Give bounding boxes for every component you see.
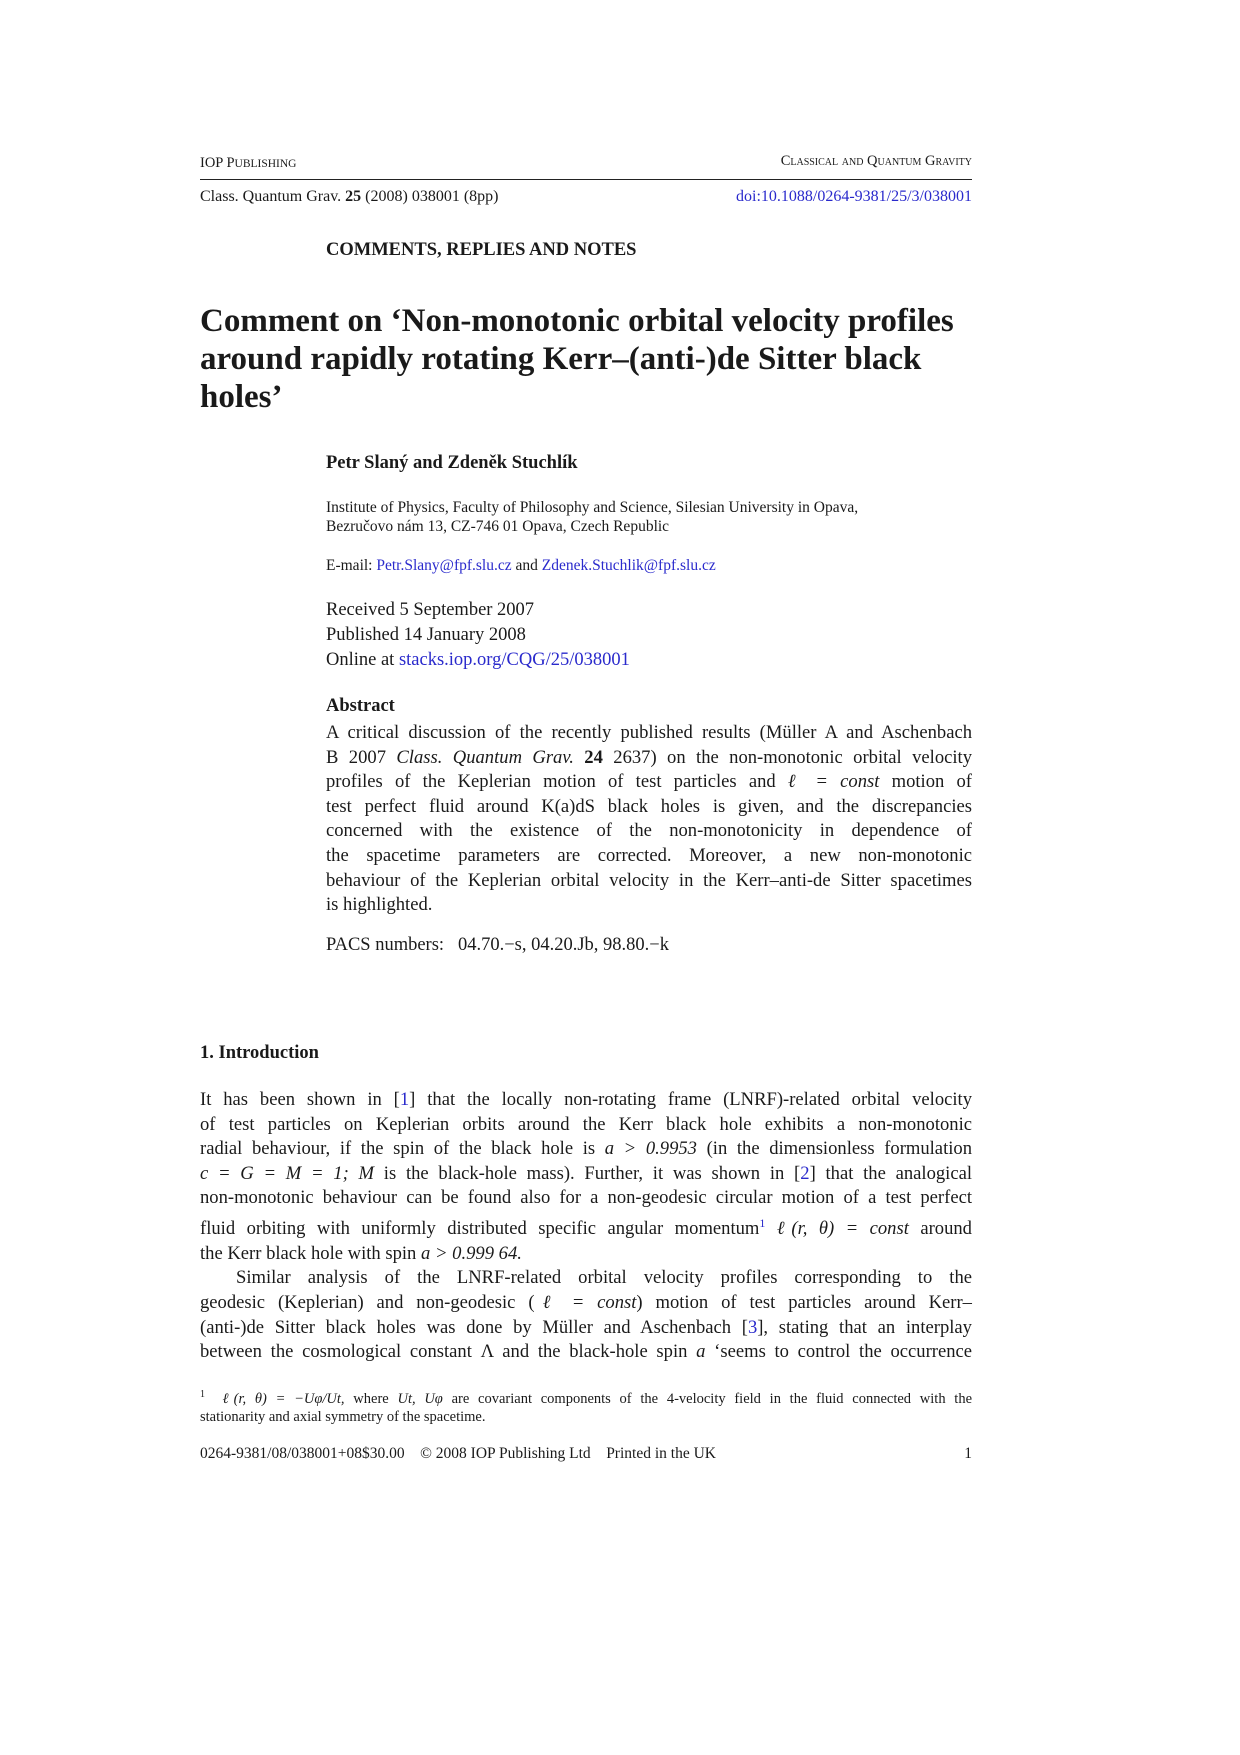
email-link-stuchlik[interactable]: Zdenek.Stuchlik@fpf.slu.cz	[541, 557, 716, 574]
footnote-math: ℓ(r, θ) = −Uφ/Ut,	[222, 1390, 345, 1407]
intro-p1-line-4	[200, 1162, 972, 1187]
intro-p1-line-1	[200, 1088, 972, 1113]
abstract-line-3	[326, 770, 972, 795]
pacs-values: 04.70.−s, 04.20.Jb, 98.80.−k	[457, 935, 669, 955]
intro-p1-l3b: (in the dimensionless formulation	[706, 1138, 972, 1160]
pacs-label: PACS numbers:	[326, 935, 445, 955]
abstract-line-4: test perfect fluid around K(a)dS black holes is given, and the discrepancies	[326, 795, 972, 817]
intro-p1-l4a: is the black-hole mass). Further, it was shown in [	[383, 1162, 801, 1184]
intro-p1-line-2: of test particles on Keplerian orbits around the Kerr black hole exhibits a non-monotonic	[200, 1113, 972, 1135]
footnote-rest: are covariant components of the 4-velocity field in the fluid connected with the	[451, 1390, 973, 1407]
title-line-3: holes’	[200, 379, 283, 415]
citation-journal: Class. Quantum Grav.	[200, 188, 342, 205]
abstract-line-5: concerned with the existence of the non-monotonicity in dependence of	[326, 820, 972, 842]
abstract-journal: Class. Quantum Grav.	[396, 746, 574, 768]
received-date: Received 5 September 2007	[326, 600, 535, 620]
intro-heading: 1. Introduction	[200, 1043, 319, 1063]
page-footer	[200, 1445, 716, 1463]
abstract-math-ell: ℓ = const	[787, 771, 880, 793]
citation-details: (2008) 038001 (8pp)	[365, 188, 499, 205]
abstract-line-7: behaviour of the Keplerian orbital velocity in the Kerr–anti-de Sitter spacetimes	[326, 869, 972, 891]
doi-link[interactable]: doi:10.1088/0264-9381/25/3/038001	[736, 188, 972, 205]
intro-math-ell-const-2: ℓ = const	[534, 1291, 637, 1313]
intro-math-ell-const: ℓ(r, θ) = const	[776, 1218, 909, 1240]
intro-p1-l6a: fluid orbiting with uniformly distributed specific angular momentum	[200, 1218, 760, 1240]
online-line	[326, 648, 630, 673]
intro-math-a-limit-2: a > 0.999 64.	[421, 1242, 522, 1264]
affiliation-line-1: Institute of Physics, Faculty of Philosophy and Science, Silesian University in Opava,	[326, 499, 859, 516]
paper-title	[200, 302, 980, 416]
journal-name: Classical and Quantum Gravity	[780, 153, 972, 169]
intro-math-units: c = G = M = 1; M	[200, 1162, 375, 1184]
abstract-line-6: the spacetime parameters are corrected. Moreover, a new non-monotonic	[326, 844, 972, 866]
intro-p1-line-5: non-monotonic behaviour can be found also for a non-geodesic circular motion of a test perfect	[200, 1187, 972, 1209]
abstract-line-8: is highlighted.	[326, 894, 433, 916]
publisher-prefix: IOP P	[200, 155, 235, 171]
footnote-line-2: stationarity and axial symmetry of the spacetime.	[200, 1408, 486, 1425]
authors: Petr Slaný and Zdeněk Stuchlík	[326, 453, 578, 473]
email-label: E-mail:	[326, 557, 373, 574]
email-link-slany[interactable]: Petr.Slany@fpf.slu.cz	[376, 557, 512, 574]
citation	[200, 188, 498, 206]
email-and: and	[515, 557, 538, 574]
abstract-line-3a: profiles of the Keplerian motion of test particles and	[326, 771, 776, 793]
ref-3-link[interactable]: 3	[747, 1316, 758, 1338]
intro-p2-l3a: (anti-)de Sitter black holes was done by Müller and Aschenbach [	[200, 1316, 748, 1338]
running-header-left	[200, 155, 297, 172]
abstract-line-2	[326, 746, 972, 771]
section-label: COMMENTS, REPLIES AND NOTES	[326, 240, 637, 260]
affiliation-line-2: Bezručovo nám 13, CZ-746 01 Opava, Czech Republic	[326, 518, 670, 535]
email-line	[326, 557, 716, 575]
intro-p1-l1a: It has been shown in [	[200, 1089, 400, 1110]
affiliation	[326, 498, 858, 536]
intro-p1-l6b: around	[920, 1218, 972, 1240]
footnote-1	[200, 1386, 972, 1426]
intro-math-a-limit: a > 0.9953	[604, 1138, 697, 1160]
abstract-line-2b: 2637) on the non-monotonic orbital velocity	[613, 746, 972, 768]
title-line-1: Comment on ‘Non-monotonic orbital velocity profiles	[200, 303, 954, 339]
ref-1-link[interactable]: 1	[399, 1089, 410, 1110]
abstract-volume: 24	[584, 746, 603, 768]
intro-p2-l2b: ) motion of test particles around Kerr–	[636, 1291, 972, 1313]
abstract-line-3b: motion of	[891, 771, 972, 793]
intro-body	[200, 1088, 972, 1365]
intro-p2-l3b: ], stating that an interplay	[757, 1316, 972, 1338]
footer-copyright: © 2008 IOP Publishing Ltd	[420, 1445, 591, 1462]
published-date: Published 14 January 2008	[326, 625, 526, 645]
title-line-2: around rapidly rotating Kerr–(anti-)de Sitter black	[200, 341, 922, 377]
abstract-heading: Abstract	[326, 696, 395, 716]
footnote-1-link[interactable]: 1	[759, 1215, 766, 1230]
header-rule	[200, 179, 972, 180]
intro-p1-line-7	[200, 1242, 972, 1267]
intro-p2-l4b: ‘seems to control the occurrence	[714, 1341, 973, 1363]
intro-p2-l4a: between the cosmological constant Λ and the black-hole spin	[200, 1341, 688, 1363]
page-number: 1	[964, 1445, 972, 1462]
publication-dates	[326, 598, 630, 673]
intro-p2-line-2	[200, 1291, 972, 1316]
footnote-vars: Ut, Uφ	[397, 1390, 443, 1407]
footnote-line-1	[200, 1386, 972, 1408]
intro-math-a: a	[696, 1341, 706, 1363]
pacs-numbers	[326, 935, 669, 956]
publisher-rest: UBLISHING	[234, 158, 297, 170]
online-label: Online at	[326, 650, 395, 670]
abstract-body	[326, 721, 972, 918]
ref-2-link[interactable]: 2	[800, 1162, 810, 1184]
abstract-line-2a: B 2007	[326, 746, 386, 768]
footer-issn: 0264-9381/08/038001+08$30.00	[200, 1445, 405, 1462]
intro-p1-l7a: the Kerr black hole with spin	[200, 1242, 417, 1264]
intro-p1-l4b: ] that the analogical	[809, 1162, 972, 1184]
intro-p1-line-3	[200, 1137, 972, 1162]
footnote-where: where	[353, 1390, 389, 1407]
footer-printed: Printed in the UK	[606, 1445, 716, 1462]
footnote-mark: 1	[200, 1389, 205, 1400]
intro-p2-line-1: Similar analysis of the LNRF-related orbital velocity profiles corresponding to the	[236, 1267, 972, 1289]
abstract-line-1: A critical discussion of the recently published results (Müller A and Aschenbach	[326, 722, 972, 743]
online-url-link[interactable]: stacks.iop.org/CQG/25/038001	[398, 650, 630, 670]
intro-p2-line-3	[200, 1316, 972, 1341]
citation-volume: 25	[345, 188, 362, 205]
intro-p1-line-6	[200, 1211, 972, 1242]
intro-p2-l2a: geodesic (Keplerian) and non-geodesic (	[200, 1291, 535, 1313]
intro-p2-line-4	[200, 1340, 972, 1365]
intro-p1-l3a: radial behaviour, if the spin of the black hole is	[200, 1138, 596, 1160]
intro-p1-l1b: ] that the locally non-rotating frame (LNRF)-related orbital velocity	[409, 1089, 972, 1110]
